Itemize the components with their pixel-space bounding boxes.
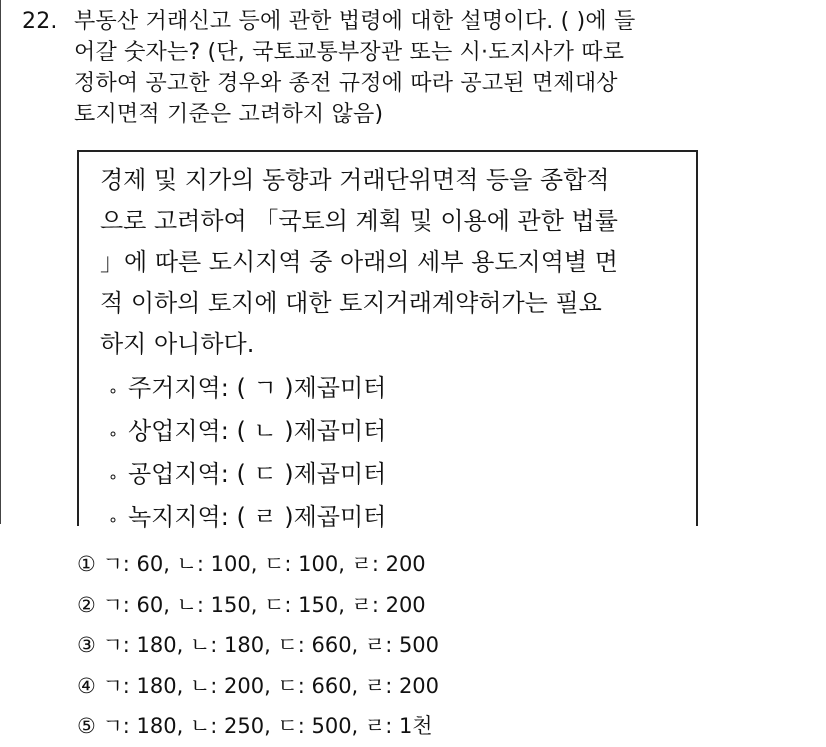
bullet-icon: ∘: [108, 381, 119, 400]
condition-line-3: 」에 따른 도시지역 중 아래의 세부 용도지역별 면: [100, 248, 618, 276]
condition-box: [77, 150, 698, 531]
condition-line-4: 적 이하의 토지에 대한 토지거래계약허가는 필요: [100, 289, 602, 317]
question-line-4: 토지면적 기준은 고려하지 않음): [74, 102, 384, 127]
answer-option-4[interactable]: ④ ㄱ: 180, ㄴ: 200, ㄷ: 660, ㄹ: 200: [77, 673, 440, 698]
question-stem: [22, 6, 812, 130]
zone-item-label: 주거지역: ( ㄱ )제곱미터: [128, 374, 387, 402]
question-line-1: [22, 6, 812, 37]
zone-item-green: [108, 497, 386, 540]
zone-item-industrial: [108, 454, 386, 497]
question-line-3: 정하여 공고한 경우와 종전 규정에 따라 공고된 면제대상: [74, 71, 618, 96]
answer-option-1[interactable]: ① ㄱ: 60, ㄴ: 100, ㄷ: 100, ㄹ: 200: [77, 552, 426, 576]
zone-item-residential: [108, 368, 386, 411]
question-text: 부동산 거래신고 등에 관한 법령에 대한 설명이다. ( )에 들: [74, 9, 636, 34]
condition-paragraph: [100, 160, 690, 365]
bullet-icon: ∘: [108, 424, 119, 443]
answer-option-5[interactable]: ⑤ ㄱ: 180, ㄴ: 250, ㄷ: 500, ㄹ: 1천: [77, 714, 433, 738]
zone-item-label: 공업지역: ( ㄷ )제곱미터: [128, 460, 387, 488]
answer-option-2[interactable]: ② ㄱ: 60, ㄴ: 150, ㄷ: 150, ㄹ: 200: [77, 592, 426, 617]
zone-item-label: 녹지지역: ( ㄹ )제곱미터: [128, 503, 387, 531]
bullet-icon: ∘: [108, 510, 119, 529]
condition-line-2: 으로 고려하여 「국토의 계획 및 이용에 관한 법률: [100, 207, 618, 235]
zone-item-label: 상업지역: ( ㄴ )제곱미터: [128, 417, 387, 445]
answer-option-3[interactable]: ③ ㄱ: 180, ㄴ: 180, ㄷ: 660, ㄹ: 500: [77, 633, 440, 657]
condition-line-5: 하지 아니하다.: [100, 330, 255, 358]
question-number: 22.: [22, 9, 58, 34]
zone-list: [108, 368, 386, 540]
page-left-border: [0, 0, 1, 524]
condition-line-1: 경제 및 지가의 동향과 거래단위면적 등을 종합적: [100, 166, 610, 194]
bullet-icon: ∘: [108, 467, 119, 486]
answer-options: [77, 544, 439, 747]
zone-item-commercial: [108, 411, 386, 454]
question-line-2: 어갈 숫자는? (단, 국토교통부장관 또는 시·도지사가 따로: [74, 40, 625, 65]
